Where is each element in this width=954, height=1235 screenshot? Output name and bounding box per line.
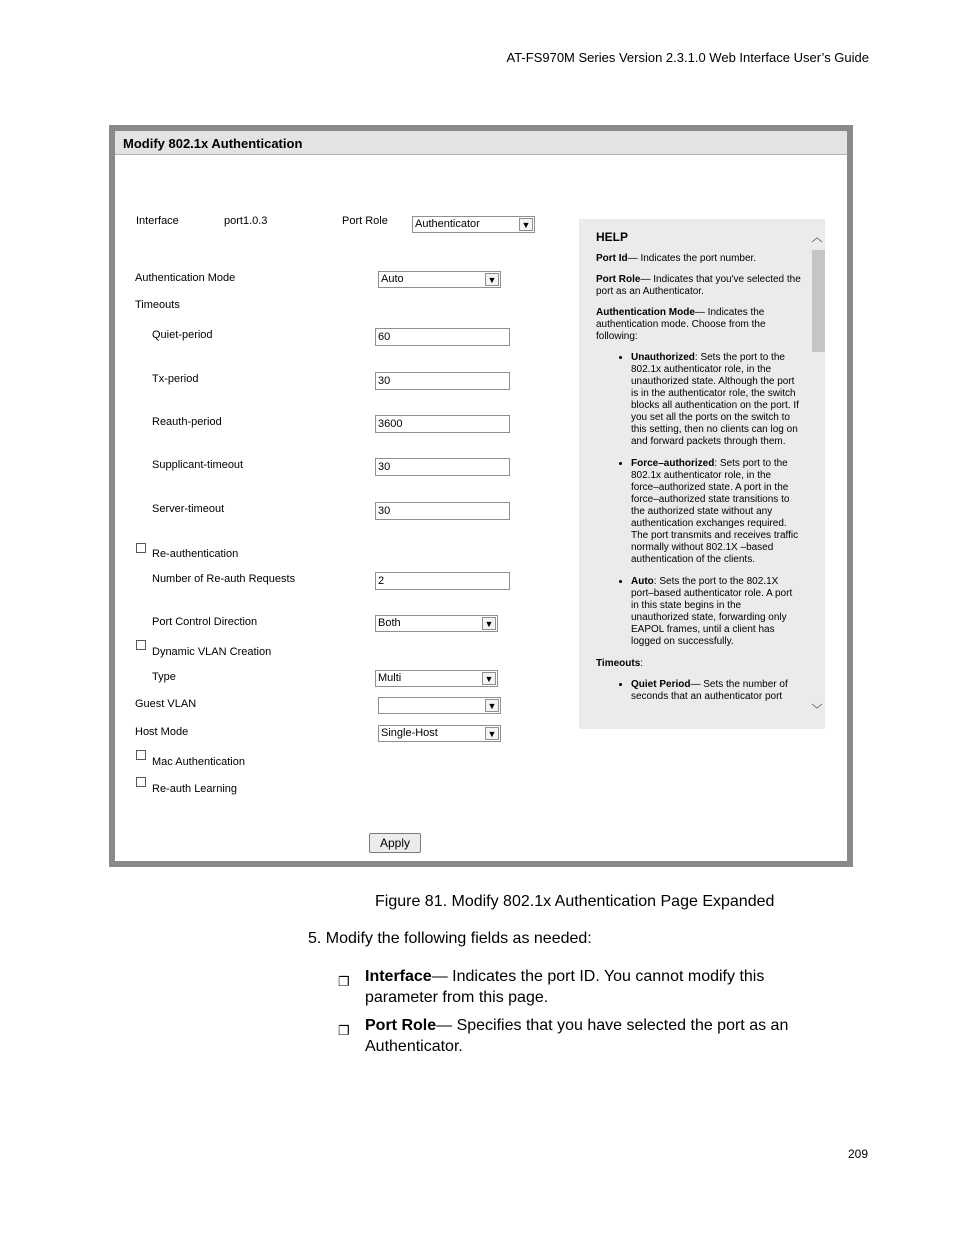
timeouts-label: Timeouts: [135, 299, 180, 311]
reauth-period-label: Reauth-period: [152, 416, 222, 428]
figure-caption: Figure 81. Modify 802.1x Authentication Page Expanded: [375, 893, 775, 910]
help-unauthorized: • Unauthorized: Sets the port to the 802.1x authenticator role, in the unauthorized state. Although the port is in the authenticator role, the switch blocks all authentication on the port. If you set all the ports on the switch to this setting, then no clients can log on and forward packets through them.: [631, 352, 801, 448]
help-heading: HELP: [596, 230, 629, 244]
modify-8021x-panel: [115, 131, 847, 861]
reauth-requests-input[interactable]: 2: [375, 572, 510, 590]
reauthentication-checkbox[interactable]: [136, 543, 146, 553]
chevron-down-icon: ▼: [519, 218, 533, 231]
help-auto: • Auto: Sets the port to the 802.1X port–based authenticator role. A port in this state begins in the unauthorized state, forwarding only EAPOL frames, until a client has logged on successfully.: [631, 576, 801, 648]
guest-vlan-label: Guest VLAN: [135, 698, 197, 710]
reauth-learning-checkbox[interactable]: [136, 777, 146, 787]
scroll-down-icon[interactable]: ﹀: [811, 704, 823, 716]
help-force-authorized: • Force–authorized: Sets port to the 802.1x authenticator role, in the force–authorized state. A port in the force–authorized state transitions to the authorized state without any authentication exchanges required. The port transmits and receives traffic normally without 802.1X –based authentication of the clients.: [631, 458, 801, 566]
host-mode-value: Single-Host: [381, 727, 438, 739]
server-timeout-label: Server-timeout: [152, 503, 225, 515]
supplicant-timeout-input[interactable]: 30: [375, 458, 510, 476]
panel-title: Modify 802.1x Authentication: [115, 131, 847, 155]
port-role-label: Port Role: [342, 215, 388, 227]
server-timeout-input[interactable]: 30: [375, 502, 510, 520]
help-quiet-period: • Quiet Period— Sets the number of seconds that an authenticator port: [631, 679, 801, 703]
interface-label: Interface: [136, 215, 179, 227]
reauth-learning-label: Re-auth Learning: [152, 783, 238, 795]
host-mode-select[interactable]: [378, 725, 501, 742]
port-control-value: Both: [378, 617, 401, 629]
guest-vlan-select[interactable]: [378, 697, 501, 714]
scroll-up-icon[interactable]: ︿: [811, 232, 823, 244]
help-auth-mode: Authentication Mode— Indicates the authentication mode. Choose from the following:: [596, 307, 766, 342]
page-number: 209: [847, 1147, 868, 1161]
auth-mode-value: Auto: [381, 273, 404, 285]
document-header: AT-FS970M Series Version 2.3.1.0 Web Interface User’s Guide: [506, 50, 869, 65]
port-control-select[interactable]: [375, 615, 498, 632]
chevron-down-icon: ▼: [482, 672, 496, 685]
quiet-period-input[interactable]: 60: [375, 328, 510, 346]
interface-value: port1.0.3: [224, 215, 268, 227]
port-role-value: Authenticator: [415, 218, 480, 230]
mac-auth-label: Mac Authentication: [152, 756, 245, 768]
mac-auth-checkbox[interactable]: [136, 750, 146, 760]
square-bullet-icon: ❐: [338, 974, 350, 989]
reauth-period-input[interactable]: 3600: [375, 415, 510, 433]
chevron-down-icon: ▼: [485, 727, 499, 740]
reauthentication-label: Re-authentication: [152, 548, 239, 560]
help-content: [596, 231, 801, 713]
tx-period-input[interactable]: 30: [375, 372, 510, 390]
screenshot-frame: [109, 125, 853, 867]
type-value: Multi: [378, 672, 402, 684]
help-pane[interactable]: [579, 219, 825, 729]
chevron-down-icon: ▼: [485, 273, 499, 286]
supplicant-timeout-label: Supplicant-timeout: [152, 459, 244, 471]
port-control-label: Port Control Direction: [152, 616, 258, 628]
help-timeouts: Timeouts:: [596, 658, 644, 669]
square-bullet-icon: ❐: [338, 1023, 350, 1038]
dynamic-vlan-checkbox[interactable]: [136, 640, 146, 650]
type-select[interactable]: [375, 670, 498, 687]
host-mode-label: Host Mode: [135, 726, 189, 738]
bullet-interface: ❐ Interface— Indicates the port ID. You cannot modify this parameter from this page.: [338, 968, 765, 1006]
chevron-down-icon: ▼: [482, 617, 496, 630]
help-port-id: Port Id— Indicates the port number.: [596, 253, 757, 264]
help-port-role: Port Role— Indicates that you've selected the port as an Authenticator.: [596, 274, 801, 297]
type-label: Type: [152, 671, 176, 683]
port-role-select[interactable]: [412, 216, 535, 233]
help-auth-mode-list: [596, 352, 801, 648]
auth-mode-select[interactable]: [378, 271, 501, 288]
tx-period-label: Tx-period: [152, 373, 199, 385]
chevron-down-icon: ▼: [485, 699, 499, 712]
bullet-port-role: ❐ Port Role— Specifies that you have selected the port as an Authenticator.: [338, 1017, 789, 1055]
auth-mode-label: Authentication Mode: [135, 272, 236, 284]
dynamic-vlan-label: Dynamic VLAN Creation: [152, 646, 272, 658]
step-5: 5. Modify the following fields as needed:: [308, 930, 592, 947]
reauth-requests-label: Number of Re-auth Requests: [152, 573, 296, 585]
help-timeouts-list: [596, 679, 801, 703]
apply-button[interactable]: Apply: [369, 833, 421, 853]
help-scrollbar-thumb[interactable]: [812, 250, 825, 352]
quiet-period-label: Quiet-period: [152, 329, 213, 341]
